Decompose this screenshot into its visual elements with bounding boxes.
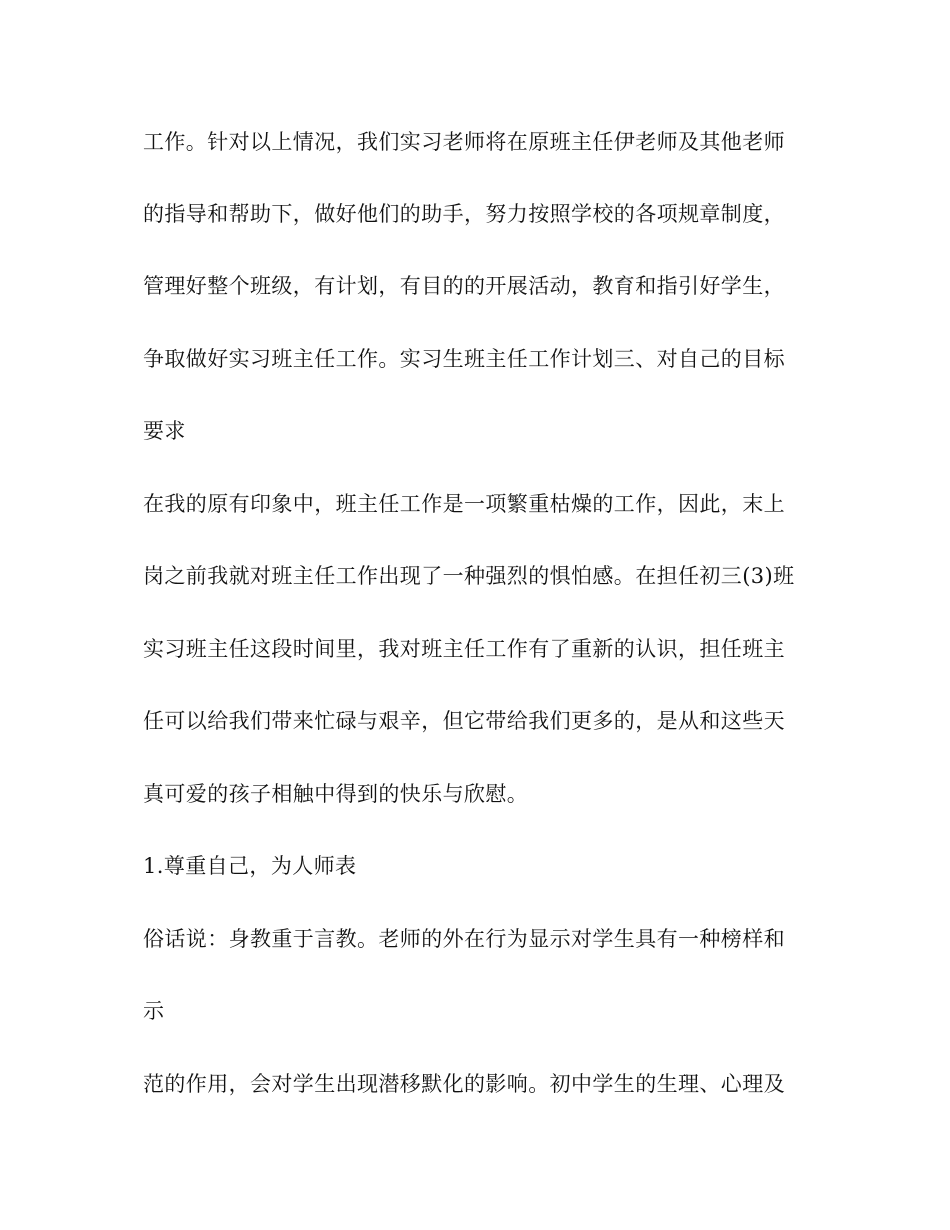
- text-line: 范的作用，会对学生出现潜移默化的影响。初中学生的生理、心理及: [143, 1072, 785, 1096]
- text-line: 示: [143, 999, 165, 1023]
- text-line: 任可以给我们带来忙碌与艰辛，但它带给我们更多的，是从和这些天: [143, 709, 785, 733]
- section-heading: 1.尊重自己，为人师表: [143, 854, 357, 878]
- text-line: 实习班主任这段时间里，我对班主任工作有了重新的认识，担任班主: [143, 637, 785, 661]
- text-line: 岗之前我就对班主任工作出现了一种强烈的惧怕感。在担任初三(3)班: [143, 564, 795, 588]
- text-line: 要求: [143, 419, 186, 443]
- text-line: 争取做好实习班主任工作。实习生班主任工作计划三、对自己的目标: [143, 347, 785, 371]
- text-line: 的指导和帮助下，做好他们的助手，努力按照学校的各项规章制度，: [143, 202, 785, 226]
- text-line: 俗话说：身教重于言教。老师的外在行为显示对学生具有一种榜样和: [143, 927, 785, 951]
- text-line: 管理好整个班级，有计划，有目的的开展活动，教育和指引好学生，: [143, 274, 785, 298]
- text-line: 真可爱的孩子相触中得到的快乐与欣慰。: [143, 782, 529, 806]
- text-line: 在我的原有印象中，班主任工作是一项繁重枯燥的工作，因此，末上: [143, 492, 785, 516]
- text-line: 工作。针对以上情况，我们实习老师将在原班主任伊老师及其他老师: [143, 130, 785, 154]
